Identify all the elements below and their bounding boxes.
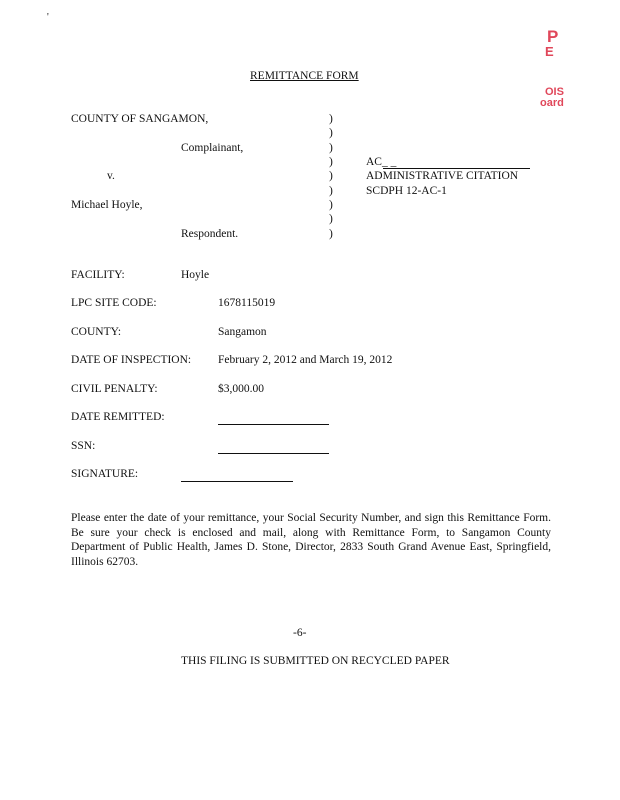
civil-penalty-value: $3,000.00 [218, 383, 264, 395]
date-remitted-line[interactable] [218, 424, 329, 425]
recycled-paper-footer: THIS FILING IS SUBMITTED ON RECYCLED PAPER [181, 655, 450, 667]
case-number-line [383, 168, 530, 169]
signature-line[interactable] [181, 481, 293, 482]
county-label: COUNTY: [71, 326, 122, 338]
ssn-label: SSN: [71, 440, 96, 452]
date-remitted-label: DATE REMITTED: [71, 411, 165, 423]
stamp-line-1: P [547, 27, 559, 46]
case-number-prefix: AC [366, 156, 382, 168]
inspection-date-label: DATE OF INSPECTION: [71, 354, 192, 366]
caption-paren: ) [329, 127, 333, 139]
caption-paren: ) [329, 170, 333, 182]
case-number [366, 156, 396, 168]
caption-paren: ) [329, 113, 333, 125]
complainant-party: COUNTY OF SANGAMON, [71, 113, 209, 125]
stamp-line-3: OIS [545, 86, 564, 98]
caption-paren: ) [329, 213, 333, 225]
facility-label: FACILITY: [71, 269, 125, 281]
caption-paren: ) [329, 199, 333, 211]
site-code-label: LPC SITE CODE: [71, 297, 157, 309]
caption-paren: ) [329, 156, 333, 168]
inspection-date-value: February 2, 2012 and March 19, 2012 [218, 354, 393, 366]
page-number: -6- [293, 627, 307, 639]
signature-label: SIGNATURE: [71, 468, 139, 480]
clerk-stamp-top [547, 27, 559, 46]
stray-mark: ' [47, 12, 49, 23]
facility-value: Hoyle [181, 269, 210, 281]
versus-label: v. [107, 170, 115, 182]
stamp-line-2: E [545, 44, 554, 59]
caption-paren: ) [329, 228, 333, 240]
complainant-role: Complainant, [181, 142, 244, 154]
caption-paren: ) [329, 185, 333, 197]
stamp-line-4: oard [540, 97, 564, 109]
respondent-role: Respondent. [181, 228, 239, 240]
county-value: Sangamon [218, 326, 267, 338]
respondent-party: Michael Hoyle, [71, 199, 143, 211]
citation-number: SCDPH 12-AC-1 [366, 185, 447, 197]
document-title: REMITTANCE FORM [250, 70, 359, 82]
site-code-value: 1678115019 [218, 297, 276, 309]
civil-penalty-label: CIVIL PENALTY: [71, 383, 158, 395]
instructions-paragraph: Please enter the date of your remittance, your Social Security Number, and sign this Remittance Form. Be sure your check is enclosed and mail, along with Remittance Form, to Sangamon County Department of Public Health, James D. Stone, Director, 2833 South Grand Avenue East, Springfield, Illinois 62703. [71, 512, 551, 568]
caption-paren: ) [329, 142, 333, 154]
citation-type: ADMINISTRATIVE CITATION [366, 170, 519, 182]
ssn-line[interactable] [218, 453, 329, 454]
case-number-rest: _ _ [381, 156, 397, 168]
